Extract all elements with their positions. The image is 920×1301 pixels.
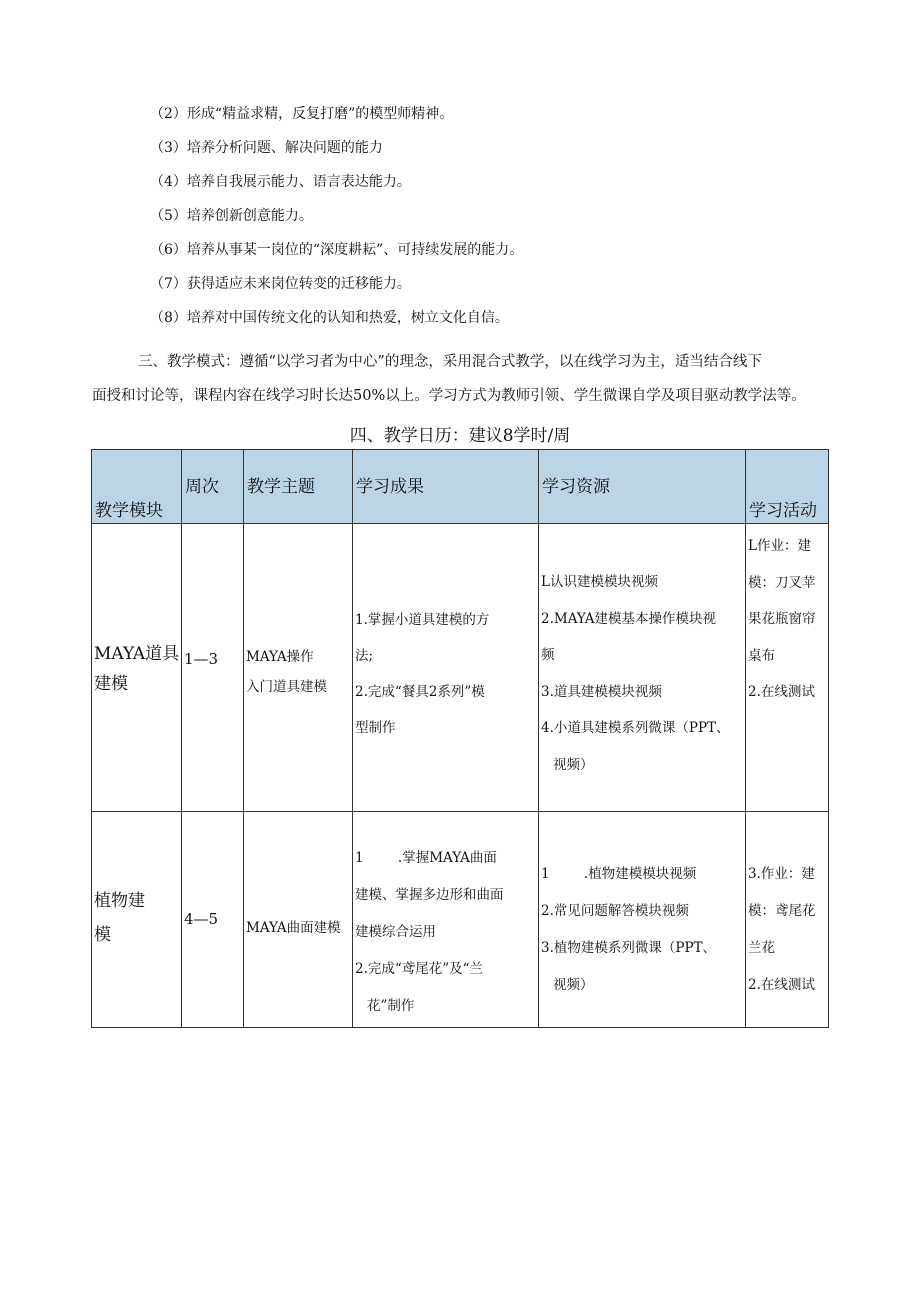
cell-resources: 1 .植物建模模块视频 2.常见问题解答模块视频 3.植物建模系列微课（PPT、 视频）	[539, 812, 746, 1028]
header-outcomes: 学习成果	[353, 450, 539, 524]
list-item: （2）形成“精益求精，反复打磨”的模型师精神。	[150, 106, 454, 122]
cell-module: 植物建 模	[92, 812, 182, 1028]
teaching-mode-paragraph	[92, 352, 832, 406]
cell-outcomes: 1.掌握小道具建模的方 法; 2.完成“餐具2系列”模 型制作	[353, 524, 539, 812]
header-module: 教学模块	[92, 450, 182, 524]
list-item: （7）获得适应未来岗位转变的迁移能力。	[150, 276, 411, 292]
cell-resources: L认识建模模块视频 2.MAYA建模基本操作模块视 频 3.道具建模模块视频 4.小道具建模系列微课（PPT、 视频）	[539, 524, 746, 812]
header-weeks: 周次	[182, 450, 244, 524]
header-activities: 学习活动	[746, 450, 829, 524]
cell-topic: MAYA曲面建模	[244, 812, 353, 1028]
table-row	[92, 812, 829, 1028]
table-header-row	[92, 450, 829, 524]
table-row	[92, 524, 829, 812]
cell-activities: L作业：建 模：刀叉苹 果花瓶窗帘 桌布 2.在线测试	[746, 524, 829, 812]
cell-weeks: 1—3	[182, 524, 244, 812]
teaching-mode-line2: 面授和讨论等，课程内容在线学习时长达50%以上。学习方式为教师引领、学生微课自学及项目驱动教学法等。	[92, 388, 806, 404]
list-item: （5）培养创新创意能力。	[150, 208, 313, 224]
cell-activities: 3.作业：建 模：鸢尾花 兰花 2.在线测试	[746, 812, 829, 1028]
calendar-heading: 四、教学日历：建议8学时/周	[349, 426, 571, 446]
list-item: （8）培养对中国传统文化的认知和热爱，树立文化自信。	[150, 310, 509, 326]
header-topic: 教学主题	[244, 450, 353, 524]
cell-topic: MAYA操作 入门道具建模	[244, 524, 353, 812]
teaching-mode-line1: 三、教学模式：遵循“以学习者为中心”的理念，采用混合式教学，以在线学习为主，适当结合线下	[138, 354, 762, 370]
list-item: （3）培养分析问题、解决问题的能力	[150, 140, 383, 156]
cell-weeks: 4—5	[182, 812, 244, 1028]
list-item: （6）培养从事某一岗位的“深度耕耘”、可持续发展的能力。	[150, 242, 524, 258]
teaching-calendar-table	[91, 449, 829, 1028]
header-resources: 学习资源	[539, 450, 746, 524]
list-item: （4）培养自我展示能力、语言表达能力。	[150, 174, 411, 190]
cell-module: MAYA道具 建模	[92, 524, 182, 812]
objectives-list	[150, 104, 850, 342]
cell-outcomes: 1 .掌握MAYA曲面 建模、掌握多边形和曲面 建模综合运用 2.完成“鸢尾花”及“兰 花”制作	[353, 812, 539, 1028]
